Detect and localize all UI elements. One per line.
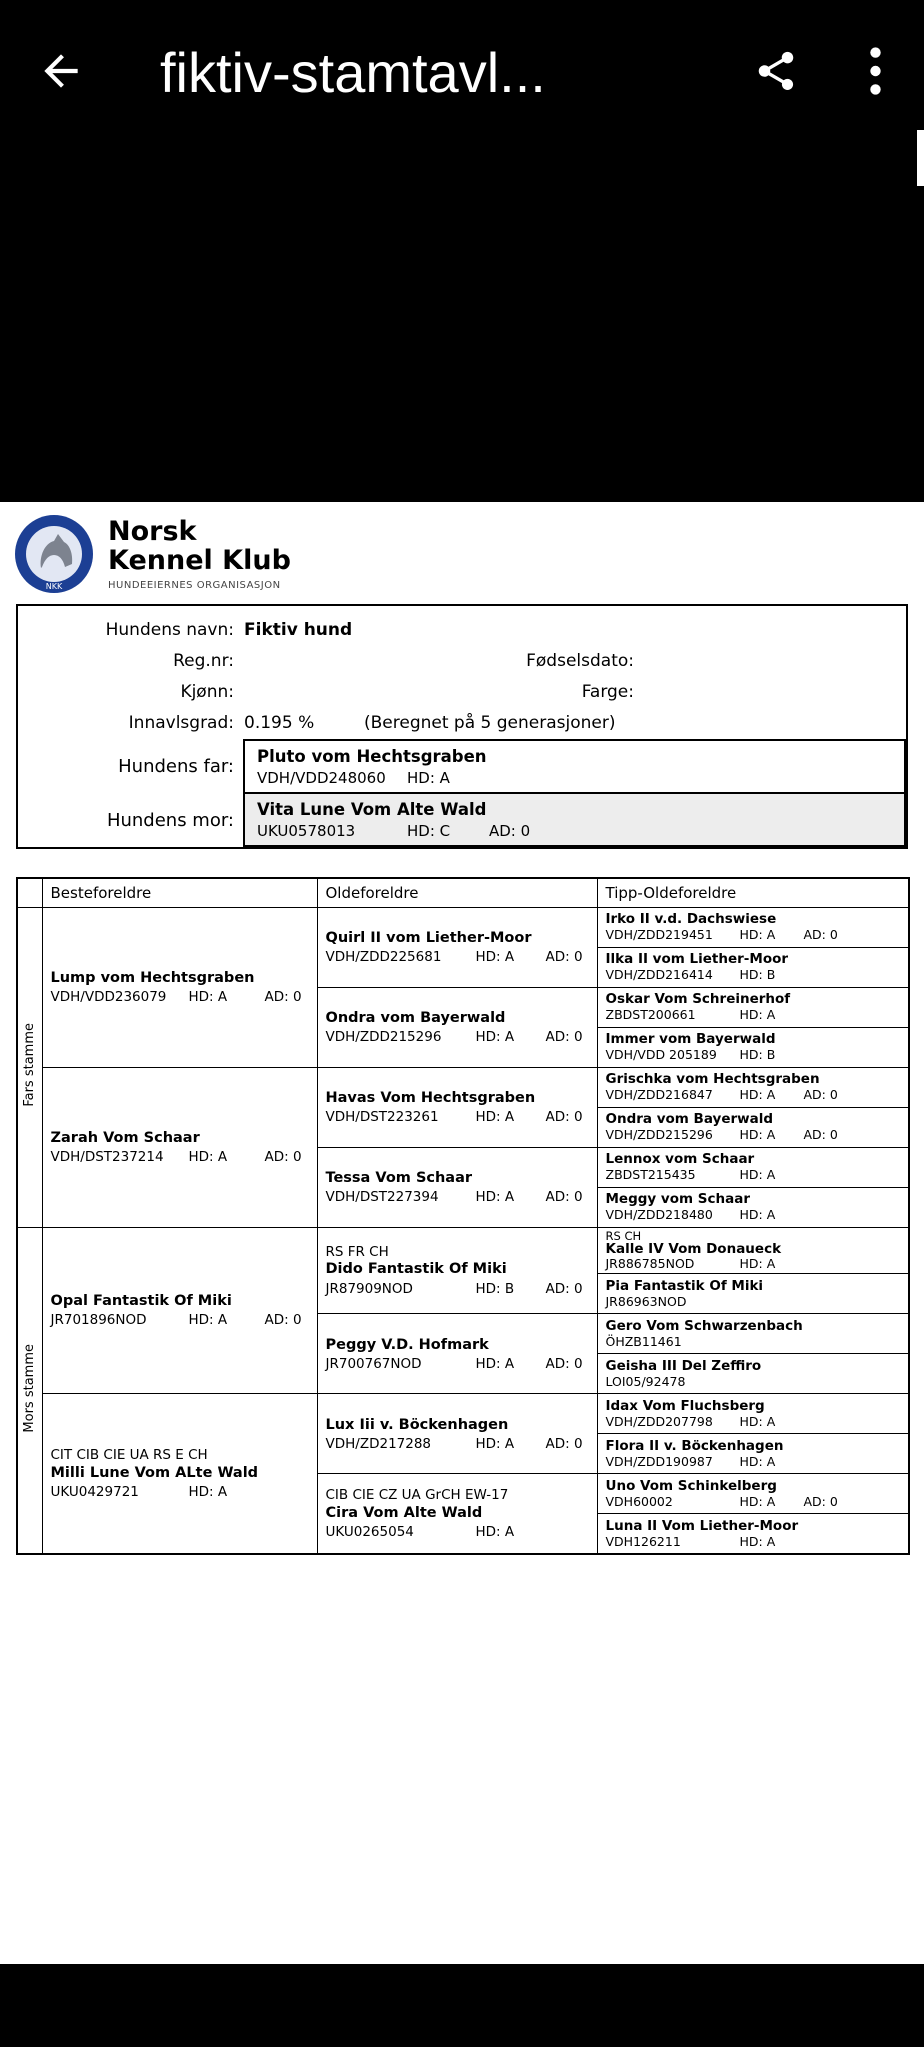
sex-label: Kjønn: bbox=[180, 682, 234, 702]
pedigree-ggp-3: Tessa Vom Schaar VDH/DST227394 HD: A AD: 0 bbox=[317, 1147, 597, 1227]
dam-reg-line: UKU0578013 HD: C AD: 0 bbox=[257, 821, 531, 840]
dog-name-row bbox=[18, 615, 906, 646]
sire-reg-line: VDH/VDD248060 HD: A bbox=[257, 768, 450, 787]
dog-name-label: Hundens navn: bbox=[105, 620, 234, 640]
sire-box bbox=[243, 739, 906, 794]
sire-row bbox=[18, 739, 906, 794]
header-spacer bbox=[17, 878, 42, 907]
dog-name-value: Fiktiv hund bbox=[244, 620, 353, 640]
pedigree-header-row bbox=[17, 878, 909, 907]
sire-branch-label: Fars stamme bbox=[17, 907, 42, 1227]
pedigree-tipp-9: Pia Fantastik Of Miki JR86963NOD bbox=[597, 1274, 909, 1314]
color-label: Farge: bbox=[581, 682, 634, 702]
regnr-label: Reg.nr: bbox=[173, 651, 234, 671]
pedigree-table bbox=[16, 877, 910, 1555]
pedigree-gp-2: Opal Fantastik Of Miki JR701896NOD HD: A AD: 0 bbox=[42, 1227, 317, 1394]
scrollbar-thumb[interactable] bbox=[917, 130, 924, 186]
org-name-line1: Norsk bbox=[108, 516, 197, 547]
pedigree-ggp-0: Quirl II vom Liether-Moor VDH/ZDD225681 HD: A AD: 0 bbox=[317, 907, 597, 987]
dog-info-box bbox=[16, 604, 908, 849]
pedigree-ggp-4: RS FR CH Dido Fantastik Of Miki JR87909NOD HD: B AD: 0 bbox=[317, 1227, 597, 1314]
pedigree-gp-3: CIT CIB CIE UA RS E CH Milli Lune Vom ALte Wald UKU0429721 HD: A bbox=[42, 1394, 317, 1554]
nkk-logo-icon bbox=[14, 514, 94, 594]
pedigree-tipp-10: Gero Vom Schwarzenbach ÖHZB11461 bbox=[597, 1314, 909, 1354]
pedigree-tipp-12: Idax Vom Fluchsberg VDH/ZDD207798 HD: A bbox=[597, 1394, 909, 1434]
sire-name: Pluto vom Hechtsgraben bbox=[257, 746, 487, 766]
nkk-logo-block bbox=[14, 514, 291, 594]
header-grandparents: Besteforeldre bbox=[42, 878, 317, 907]
share-icon bbox=[753, 48, 799, 97]
pedigree-tipp-7: Meggy vom Schaar VDH/ZDD218480 HD: A bbox=[597, 1187, 909, 1227]
pedigree-tipp-13: Flora II v. Böckenhagen VDH/ZDD190987 HD: A bbox=[597, 1434, 909, 1474]
share-button[interactable] bbox=[753, 48, 799, 97]
pedigree-ggp-1: Ondra vom Bayerwald VDH/ZDD215296 HD: A AD: 0 bbox=[317, 987, 597, 1067]
pedigree-tipp-14: Uno Vom Schinkelberg VDH60002 HD: A AD: 0 bbox=[597, 1474, 909, 1514]
inbreeding-value: 0.195 % bbox=[244, 713, 315, 733]
table-row bbox=[17, 907, 909, 947]
pedigree-tipp-4: Grischka vom Hechtsgraben VDH/ZDD216847 HD: A AD: 0 bbox=[597, 1067, 909, 1107]
dam-row bbox=[18, 794, 906, 847]
pedigree-tipp-15: Luna II Vom Liether-Moor VDH126211 HD: A bbox=[597, 1514, 909, 1554]
svg-text:NKK: NKK bbox=[45, 582, 63, 591]
birthdate-label: Fødselsdato: bbox=[526, 651, 634, 671]
org-name-line2: Kennel Klub bbox=[108, 545, 291, 577]
pdf-page bbox=[0, 502, 924, 1964]
pedigree-tipp-2: Oskar Vom Schreinerhof ZBDST200661 HD: A bbox=[597, 987, 909, 1027]
kebab-menu-icon bbox=[869, 45, 882, 100]
dam-box bbox=[243, 792, 906, 847]
table-row bbox=[17, 1227, 909, 1274]
pedigree-tipp-3: Immer vom Bayerwald VDH/VDD 205189 HD: B bbox=[597, 1027, 909, 1067]
sire-label: Hundens far: bbox=[118, 756, 234, 777]
kebab-menu-button[interactable] bbox=[869, 45, 882, 100]
pedigree-tipp-6: Lennox vom Schaar ZBDST215435 HD: A bbox=[597, 1147, 909, 1187]
pedigree-gp-0: Lump vom Hechtsgraben VDH/VDD236079 HD: A AD: 0 bbox=[42, 907, 317, 1067]
pedigree-tipp-5: Ondra vom Bayerwald VDH/ZDD215296 HD: A AD: 0 bbox=[597, 1107, 909, 1147]
back-button[interactable] bbox=[36, 46, 86, 99]
table-row bbox=[17, 1394, 909, 1434]
dam-name: Vita Lune Vom Alte Wald bbox=[257, 799, 487, 819]
header-gg-grandparents: Tipp-Oldeforeldre bbox=[597, 878, 909, 907]
dam-label: Hundens mor: bbox=[106, 810, 234, 831]
inbreeding-label: Innavlsgrad: bbox=[128, 713, 234, 733]
pedigree-ggp-5: Peggy V.D. Hofmark JR700767NOD HD: A AD: 0 bbox=[317, 1314, 597, 1394]
org-name-block bbox=[108, 514, 291, 594]
back-arrow-icon bbox=[36, 46, 86, 99]
bottom-bar bbox=[0, 1964, 924, 2047]
pedigree-tipp-0: Irko II v.d. Dachswiese VDH/ZDD219451 HD: A AD: 0 bbox=[597, 907, 909, 947]
pedigree-ggp-7: CIB CIE CZ UA GrCH EW-17 Cira Vom Alte Wald UKU0265054 HD: A bbox=[317, 1474, 597, 1554]
pedigree-tipp-11: Geisha III Del Zeffiro LOI05/92478 bbox=[597, 1354, 909, 1394]
sex-row bbox=[18, 677, 906, 708]
regnr-row bbox=[18, 646, 906, 677]
pedigree-tipp-1: Ilka II vom Liether-Moor VDH/ZDD216414 HD: B bbox=[597, 947, 909, 987]
pedigree-ggp-6: Lux Iii v. Böckenhagen VDH/ZD217288 HD: A AD: 0 bbox=[317, 1394, 597, 1474]
pedigree-tipp-8: RS CH Kalle IV Vom Donaueck JR886785NOD HD: A bbox=[597, 1227, 909, 1274]
pedigree-gp-1: Zarah Vom Schaar VDH/DST237214 HD: A AD: 0 bbox=[42, 1067, 317, 1227]
app-bar bbox=[0, 0, 924, 130]
org-subtitle: HUNDEEIERNES ORGANISASJON bbox=[108, 580, 281, 592]
dam-branch-label: Mors stamme bbox=[17, 1227, 42, 1554]
inbreeding-note: (Beregnet på 5 generasjoner) bbox=[364, 713, 616, 733]
inbreeding-row bbox=[18, 708, 906, 739]
table-row bbox=[17, 1067, 909, 1107]
document-title: fiktiv-stamtavl... bbox=[160, 40, 546, 104]
pedigree-ggp-2: Havas Vom Hechtsgraben VDH/DST223261 HD: A AD: 0 bbox=[317, 1067, 597, 1147]
header-great-grandparents: Oldeforeldre bbox=[317, 878, 597, 907]
